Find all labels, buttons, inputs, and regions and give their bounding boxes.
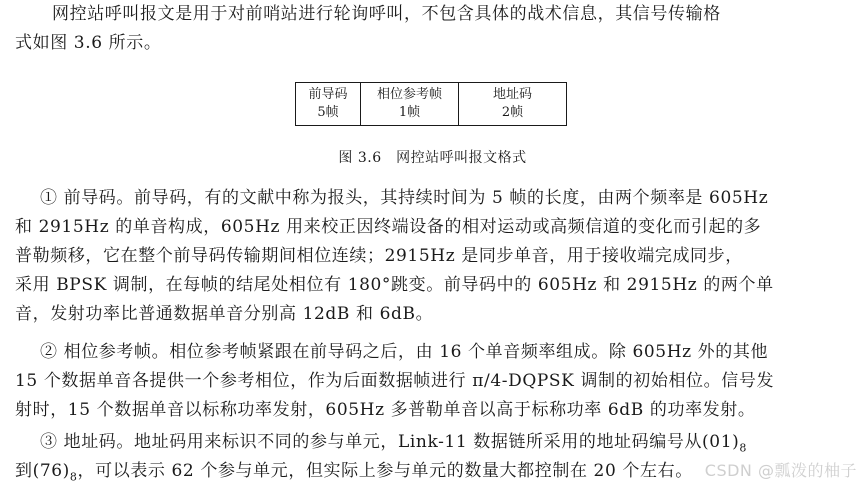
- address-code-label: 地址码: [492, 87, 532, 102]
- para3-line-1-text: ③ 地址码。地址码用来标识不同的参与单元，Link-11 数据链所采用的地址码编号从(01): [40, 432, 740, 452]
- address-code-length: 2帧: [501, 105, 524, 120]
- message-format-table: [295, 82, 567, 126]
- para1-line-5: 音，发射功率比普通数据单音分别高 12dB 和 6dB。: [15, 304, 434, 324]
- preamble-cell: [296, 83, 361, 126]
- octal-subscript-2: 8: [69, 470, 78, 484]
- phase-reference-label: 相位参考帧: [376, 87, 442, 102]
- preamble-label: 前导码: [308, 87, 348, 102]
- para3-line-2-start: 到(76): [15, 461, 70, 481]
- octal-subscript-1: 8: [739, 441, 747, 455]
- intro-line-1: 网控站呼叫报文是用于对前哨站进行轮询呼叫，不包含具体的战术信息，其信号传输格: [52, 4, 721, 24]
- para1-line-2: 和 2915Hz 的单音构成，605Hz 用来校正因终端设备的相对运动或高频信道的变化而引起的多: [15, 217, 762, 237]
- para1-line-3: 普勒频移，它在整个前导码传输期间相位连续；2915Hz 是同步单音，用于接收端完成同步，: [15, 246, 743, 266]
- address-code-cell: [459, 83, 567, 126]
- intro-line-2: 式如图 3.6 所示。: [15, 33, 162, 53]
- para1-line-4: 采用 BPSK 调制，在每帧的结尾处相位有 180°跳变。前导码中的 605Hz 和 2915Hz 的两个单: [15, 275, 774, 295]
- para1-line-1: ① 前导码。前导码，有的文献中称为报头，其持续时间为 5 帧的长度，由两个频率是 605Hz: [40, 188, 769, 208]
- figure-caption: 图 3.6 网控站呼叫报文格式: [338, 150, 527, 166]
- para3-line-2-rest: ，可以表示 62 个参与单元，但实际上参与单元的数量大都控制在 20 个左右。: [77, 461, 693, 481]
- phase-reference-cell: [361, 83, 459, 126]
- para2-line-1: ② 相位参考帧。相位参考帧紧跟在前导码之后，由 16 个单音频率组成。除 605Hz 外的其他: [40, 342, 769, 362]
- csdn-watermark: CSDN @瓢泼的柚子: [704, 461, 857, 480]
- para2-line-3: 射时，15 个数据单音以标称功率发射，605Hz 多普勒单音以高于标称功率 6dB 的功率发射。: [15, 400, 756, 420]
- phase-reference-length: 1帧: [398, 105, 421, 120]
- para2-line-2: 15 个数据单音各提供一个参考相位，作为后面数据帧进行 π/4-DQPSK 调制的初始相位。信号发: [15, 371, 775, 391]
- preamble-length: 5帧: [317, 105, 339, 120]
